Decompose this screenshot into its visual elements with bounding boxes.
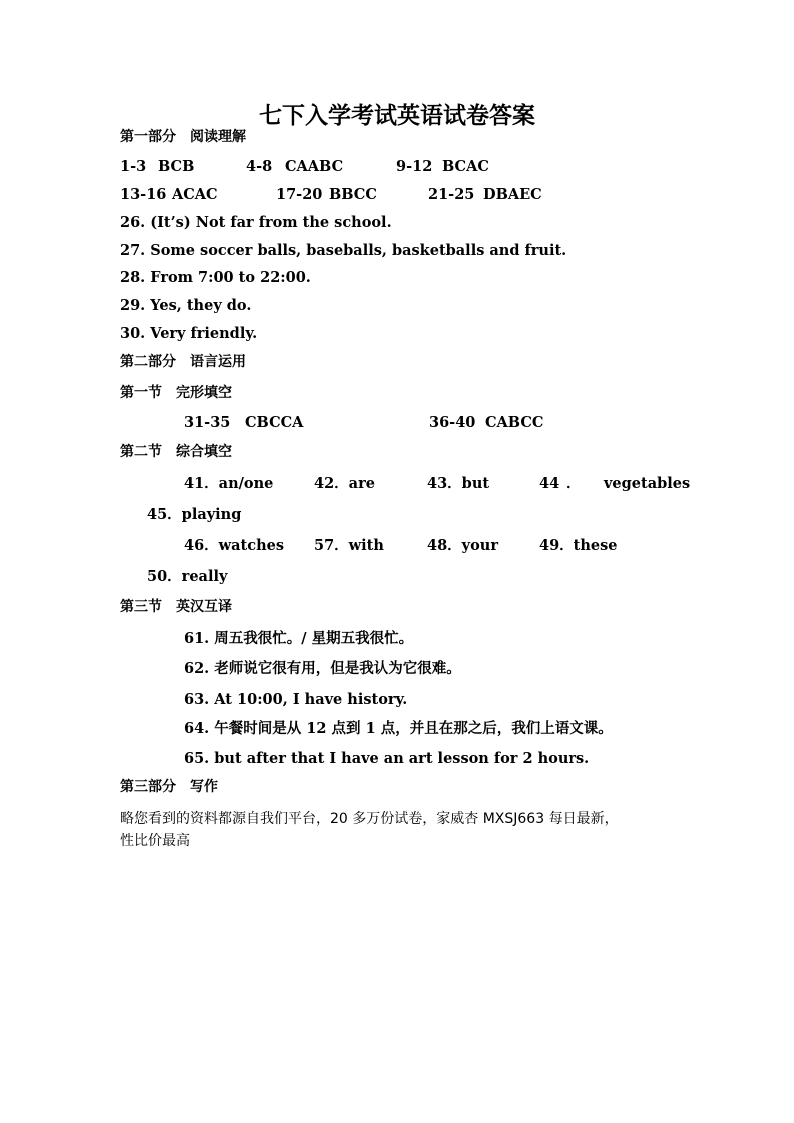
answer-28: 28. From 7:00 to 22:00. [120,269,311,286]
section3-heading [120,597,232,617]
part1-label: 第一部分 [120,129,176,145]
section3-name: 英汉互译 [176,599,232,615]
section1-name: 完形填空 [176,385,232,401]
part1-row2-d: BBCC [329,186,377,203]
part3-heading [120,777,218,797]
part1-row1-b: BCB [158,158,195,175]
translation-63: 63. At 10:00, I have history. [184,691,408,708]
section1-label: 第一节 [120,385,162,401]
sec2-41: 41．an/one [184,475,274,492]
part2-name: 语言运用 [190,354,246,370]
part1-row1-f: BCAC [442,158,489,175]
sec2-44-dot: ． [566,475,581,492]
translation-62: 62. 老师说它很有用，但是我认为它很难。 [184,660,461,677]
translation-65: 65. but after that I have an art lesson for 2 hours. [184,750,590,767]
part2-heading [120,352,246,372]
sec2-50: 50．really [147,568,228,585]
answer-26: 26. (It’s) Not far from the school. [120,214,392,231]
sec1-a: 31-35 [184,414,231,431]
sec2-42: 42．are [314,475,375,492]
footer-note-line2: 性比价最高 [120,833,190,849]
document-title: 七下入学考试英语试卷答案 [259,102,535,129]
part1-row1-c: 4-8 [246,158,273,175]
part1-row2-e: 21-25 [428,186,475,203]
sec2-57: 57．with [314,537,384,554]
sec1-b: CBCCA [245,414,304,431]
part1-row1-d: CAABC [285,158,344,175]
translation-64: 64. 午餐时间是从 12 点到 1 点，并且在那之后，我们上语文课。 [184,720,613,737]
part1-row1-e: 9-12 [396,158,433,175]
part1-heading [120,127,246,147]
translation-61: 61. 周五我很忙。/ 星期五我很忙。 [184,630,414,647]
part1-row1-a: 1-3 [120,158,147,175]
sec2-44-answer: vegetables [604,475,691,492]
sec1-d: CABCC [485,414,544,431]
section2-label: 第二节 [120,444,162,460]
section2-name: 综合填空 [176,444,232,460]
footer-note-line1: 略您看到的资料都源自我们平台，20 多万份试卷，家威杏 MXSJ663 每日最新， [120,811,619,827]
section1-heading [120,383,232,403]
answer-30: 30. Very friendly. [120,325,258,342]
sec1-c: 36-40 [429,414,476,431]
sec2-49: 49．these [539,537,618,554]
answer-29: 29. Yes, they do. [120,297,252,314]
part3-label: 第三部分 [120,779,176,795]
part2-label: 第二部分 [120,354,176,370]
part1-row2-f: DBAEC [483,186,542,203]
sec2-48: 48．your [427,537,498,554]
sec2-46: 46．watches [184,537,285,554]
part1-row2-c: 17-20 [276,186,323,203]
part1-row2-b: ACAC [172,186,218,203]
part1-name: 阅读理解 [190,129,246,145]
section3-label: 第三节 [120,599,162,615]
sec2-43: 43．but [427,475,490,492]
part3-name: 写作 [190,779,218,795]
part1-row2-a: 13-16 [120,186,167,203]
sec2-44: 44 [539,475,560,492]
section2-heading [120,442,232,462]
answer-27: 27. Some soccer balls, baseballs, basketballs and fruit. [120,242,567,259]
sec2-45: 45．playing [147,506,242,523]
